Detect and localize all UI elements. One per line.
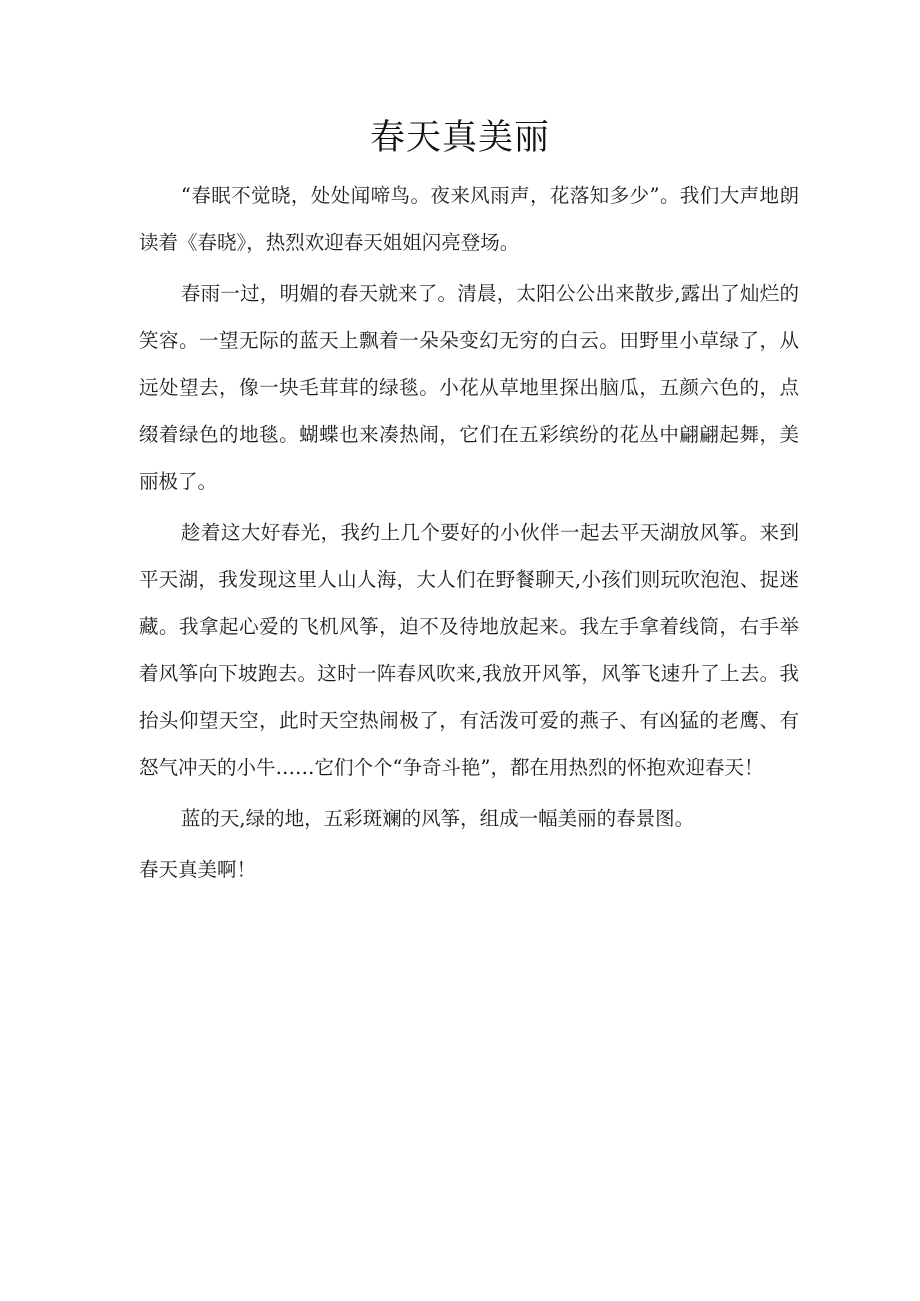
paragraph-spring-picture: 蓝的天,绿的地，五彩斑斓的风筝，组成一幅美丽的春景图。 bbox=[180, 807, 695, 830]
paragraph-kite-flying: 趁着这大好春光，我约上几个要好的小伙伴一起去平天湖放风筝。来到平天湖，我发现这里人山人海，大人们在野餐聊天,小孩们则玩吹泡泡、捉迷藏。我拿起心爱的飞机风筝，迫不及待地放起来。我左手拿着线筒，右手举着风筝向下坡跑去。这时一阵春风吹来,我放开风筝，风筝飞速升了上去。我抬头仰望天空，此时天空热闹极了，有活泼可爱的燕子、有凶猛的老鹰、有怒气冲天的小牛……它们个个“争奇斗艳”，都在用热烈的怀抱欢迎春天！ bbox=[139, 521, 799, 779]
paragraph-spring-scenery: 春雨一过，明媚的春天就来了。清晨，太阳公公出来散步,露出了灿烂的笑容。一望无际的蓝天上飘着一朵朵变幻无穷的白云。田野里小草绿了，从远处望去，像一块毛茸茸的绿毯。小花从草地里探出脑瓜，五颜六色的，点缀着绿色的地毯。蝴蝶也来凑热闹，它们在五彩缤纷的花丛中翩翩起舞，美丽极了。 bbox=[139, 282, 799, 493]
paragraph-intro: “春眠不觉晓，处处闻啼鸟。夜来风雨声，花落知多少”。我们大声地朗读着《春晓》，热烈欢迎春天姐姐闪亮登场。 bbox=[139, 184, 799, 254]
paragraph-closing: 春天真美啊！ bbox=[139, 858, 257, 881]
document-title: 春天真美丽 bbox=[369, 118, 550, 158]
document-body bbox=[139, 172, 799, 897]
